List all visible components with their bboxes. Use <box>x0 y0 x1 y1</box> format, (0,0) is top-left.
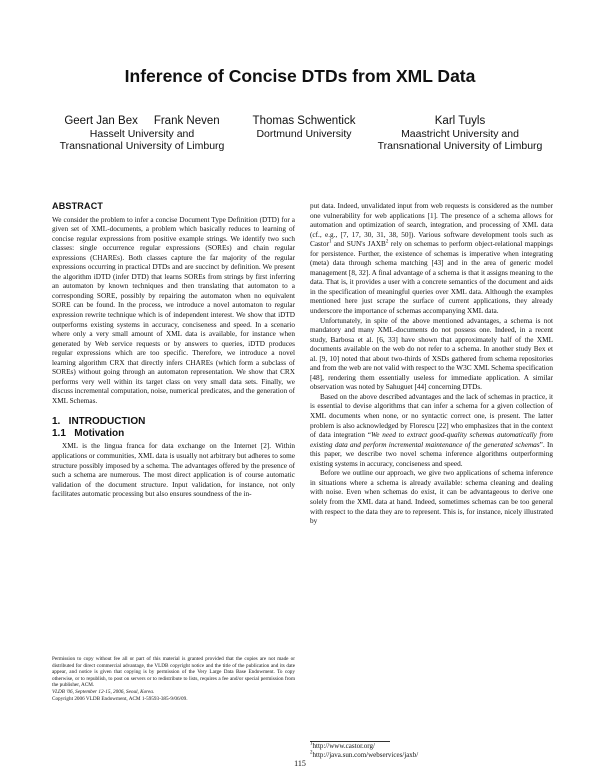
footnote: $^1$http://www.castor.org/ <box>310 741 375 750</box>
author-names: Karl Tuyls <box>434 115 486 127</box>
body-paragraph: Before we outline our approach, we give two applications of schema inference in situations where a schema is already available: schema cleaning and dealing with noise. Even when schemas do exist, it can be advantageous to derive one solely from the XML data at hand. Indeed, sometimes schemas can be too general with respect to the data they are to represent. This is, for instance, nicely illustrated by <box>310 469 553 526</box>
venue-line: VLDB '06, September 12-15, 2006, Seoul, Korea. <box>52 688 155 695</box>
body-paragraph: put data. Indeed, unvalidated input from web requests is considered as the number one vulnerability for web applications [1]. The presence of a schema allows for automation and optimization of search, integration, and processing of XML data (cf., e.g., [7, 17, 30, 31, 38, 50]). Various software development tools such as Castor$^1$ and SUN's JAXB$^2$ rely on schemas to perform object-relational mappings for persistence. Further, the existence of schemas is imperative when integrating (meta) data through schema matching [43] and in the area of generic model management [8, 32]. A final advantage of a schema is that it assigns meaning to the data. That is, it provides a user with a concrete semantics of the document and aids in the specification of meaningful queries over XML data. Although the examples mentioned here just scrape the surface of current applications, they already underscore the importance of schemas accompanying XML data. <box>310 202 553 316</box>
right-column <box>310 202 553 527</box>
footnote: $^2$http://java.sun.com/webservices/jaxb/ <box>310 750 419 759</box>
author-affiliation: Dortmund University <box>256 127 352 140</box>
left-column <box>52 202 295 500</box>
author-names: Geert Jan Bex Frank Neven <box>64 115 220 127</box>
author-affiliation: Transnational University of Limburg <box>377 140 543 153</box>
author-block-bex-neven <box>52 115 232 153</box>
author-affiliation: Transnational University of Limburg <box>59 140 225 153</box>
permission-notice-block <box>52 656 295 702</box>
page-number: 115 <box>294 759 306 768</box>
abstract-text: We consider the problem to infer a concise Document Type Definition (DTD) for a given set of XML-documents, a problem which basically reduces to learning of concise regular expressions from positive example strings. We identify two such classes: single occurrence regular expressions (SOREs) and chain regular expressions (CHAREs). Both classes capture the far majority of the regular expressions occurring in practical DTDs and are succinct by definition. We present the algorithm iDTD (infer DTD) that learns SOREs from strings by first inferring an automaton by known techniques and then translating that automaton to a corresponding SORE, possibly by repairing the automaton when no equivalent SORE can be found. In the process, we introduce a novel automaton to regular expression rewrite technique which is of independent interest. We show that iDTD outperforms existing systems in accuracy, conciseness and speed. In a scenario where only a very small amount of XML data is available, for instance when generated by Web service requests or by answers to queries, iDTD produces regular expressions which are too specific. Therefore, we introduce a novel learning algorithm CRX that directly infers CHAREs (which form a subclass of SOREs) without going through an automaton representation. We show that CRX performs very well within its target class on very small data sets. Finally, we discuss incremental computation, noise, numerical predicates, and the generation of XML Schemas. <box>52 215 295 405</box>
permission-notice: Permission to copy without fee all or part of this material is granted provided that the copies are not made or distributed for direct commercial advantage, the VLDB copyright notice and the title of the publication and its date appear, and notice is given that copying is by permission of the Very Large Data Base Endowment. To copy otherwise, or to republish, to post on servers or to redistribute to lists, requires a fee and/or special permission from the publisher, ACM. <box>52 656 295 689</box>
paper-title: Inference of Concise DTDs from XML Data <box>124 66 476 86</box>
author-names: Thomas Schwentick <box>252 115 356 127</box>
motivation-text: XML is the lingua franca for data exchange on the Internet [2]. Within applications or communities, XML data is usually not arbitrary but adheres to some structure possibly imposed by a schema. The advantages offered by the presence of such a schema are numerous. The most direct application is of course automatic validation of the document structure. Input validation, for instance, not only facilitates automatic processing but also ensures soundness of the in- <box>52 442 295 499</box>
author-block-tuyls <box>370 115 550 153</box>
section-heading: 1. INTRODUCTION <box>52 416 146 428</box>
author-block-schwentick <box>234 115 374 140</box>
body-paragraph: Based on the above described advantages and the lack of schemas in practice, it is essential to devise algorithms that can infer a schema for a given collection of XML documents when none, or no syntactic correct one, is present. The latter problem is also acknowledged by Florescu [22] who emphasizes that in the context of data integration “We need to extract good-quality schemas automatically from existing data and perform incremental maintenance of the generated schemas”. In this paper, we describe two novel schema inference algorithms outperforming existing systems in accuracy, conciseness and speed. <box>310 392 553 468</box>
author-affiliation: Maastricht University and <box>401 127 519 140</box>
author-affiliation: Hasselt University and <box>89 127 195 140</box>
body-paragraph: Unfortunately, in spite of the above mentioned advantages, a schema is not mandatory and many XML-documents do not possess one. Indeed, in a recent study, Barbosa et al. [6, 33] have shown that approximately half of the XML documents available on the web do not refer to a schema. In another study Bex et al. [9, 10] noted that about two-thirds of XSDs gathered from schema repositories and from the web are not valid with respect to the W3C XML Schema specification [48], rendering them essentially useless for immediate application. A similar observation was noted by Sahuguet [44] concerning DTDs. <box>310 316 553 392</box>
abstract-heading: ABSTRACT <box>52 201 104 211</box>
copyright-line: Copyright 2006 VLDB Endowment, ACM 1-59593-385-9/06/09. <box>52 695 188 702</box>
subsection-heading: 1.1 Motivation <box>52 428 125 440</box>
